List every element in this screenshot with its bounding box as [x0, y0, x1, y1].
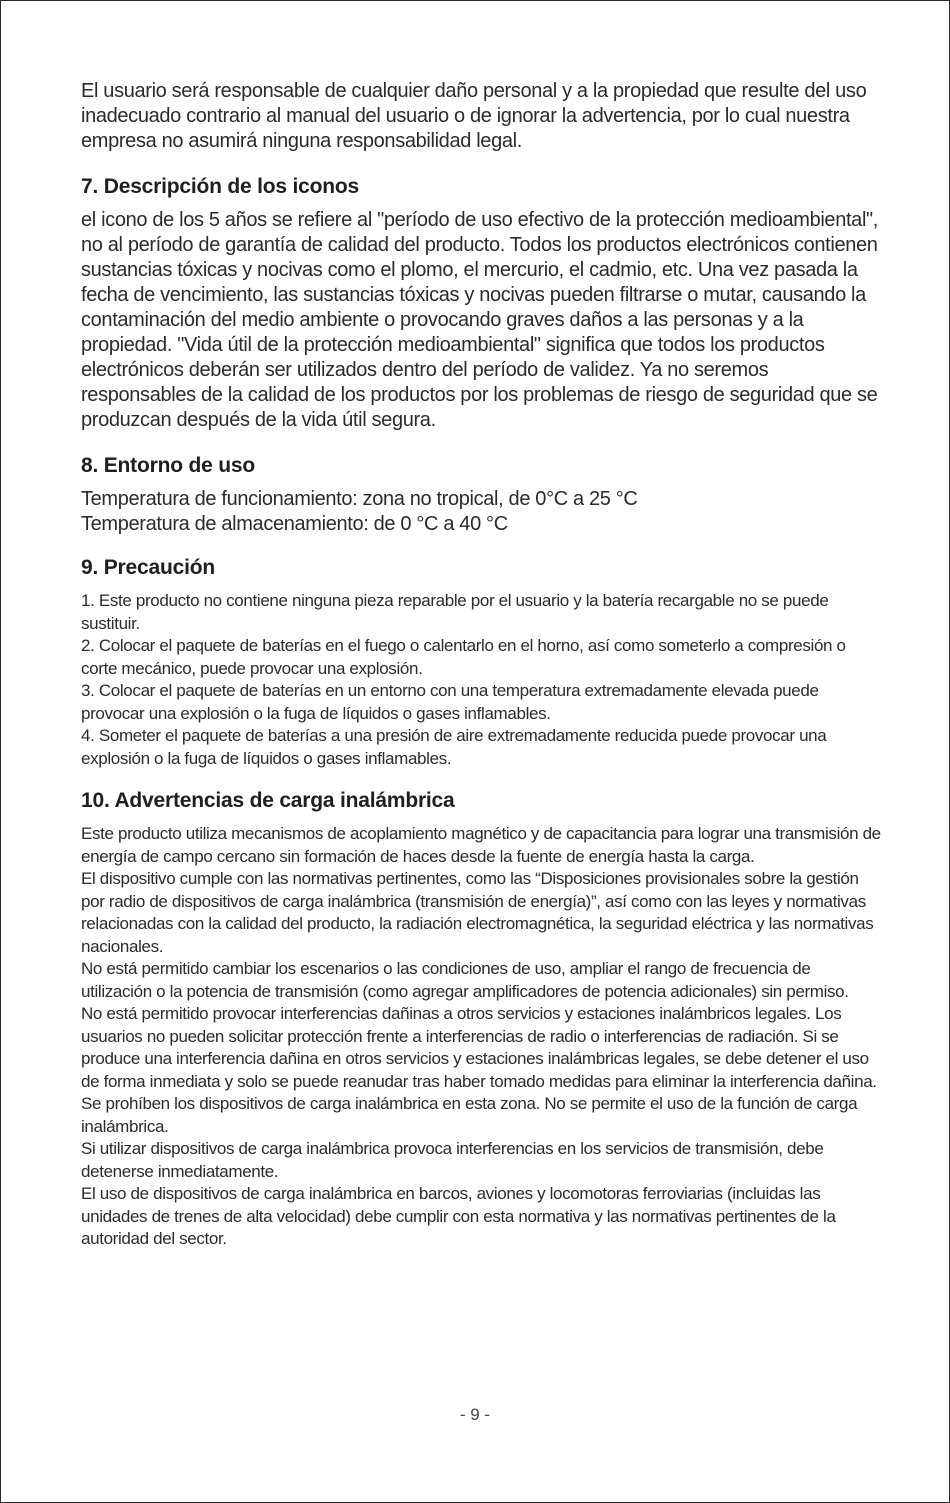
section-usage-environment [81, 453, 881, 537]
section-7-body: el icono de los 5 años se refiere al "período de uso efectivo de la protección medioambiental", no al período de garantía de calidad del producto. Todos los productos electrónicos contienen sustancias tóxicas y nocivas como el plomo, el mercurio, el cadmio, etc. Una vez pasada la fecha de vencimiento, las sustancias tóxicas y nocivas pueden filtrarse o mutar, causando la contaminación del medio ambiente o provocando graves daños a las personas y a la propiedad. "Vida útil de la protección medioambiental" significa que todos los productos electrónicos deberán ser utilizados dentro del período de validez. Ya no seremos responsables de la calidad de los productos por los problemas de riesgo de seguridad que se produzcan después de la vida útil segura. [81, 209, 879, 431]
wireless-warnings-body [81, 823, 881, 1251]
precaution-item: 3. Colocar el paquete de baterías en un entorno con una temperatura extremadamente elevada puede provocar una explosión o la fuga de líquidos o gases inflamables. [81, 681, 819, 723]
section-10-heading: 10. Advertencias de carga inalámbrica [81, 789, 455, 812]
wireless-paragraph: El dispositivo cumple con las normativas pertinentes, como las “Disposiciones provisionales sobre la gestión por radio de dispositivos de carga inalámbrica (transmisión de energía)”, así como con las leyes y normativas relacionadas con la calidad del producto, la radiación electromagnética, la seguridad eléctrica y las normativas nacionales. [81, 869, 874, 956]
section-7-heading: 7. Descripción de los iconos [81, 175, 359, 198]
section-wireless-charging-warnings [81, 788, 881, 1251]
wireless-paragraph: Este producto utiliza mecanismos de acoplamiento magnético y de capacitancia para lograr una transmisión de energía de campo cercano sin formación de haces desde la fuente de energía hasta la carga. [81, 824, 881, 866]
wireless-paragraph: Si utilizar dispositivos de carga inalámbrica provoca interferencias en los servicios de transmisión, debe detenerse inmediatamente. [81, 1139, 824, 1181]
precaution-item: 1. Este producto no contiene ninguna pieza reparable por el usuario y la batería recargable no se puede sustituir. [81, 591, 829, 633]
precaution-list [81, 590, 881, 770]
wireless-paragraph: El uso de dispositivos de carga inalámbrica en barcos, aviones y locomotoras ferroviarias (incluidas las unidades de trenes de alta velocidad) debe cumplir con esta normativa y las normativas pertinentes de la autoridad del sector. [81, 1184, 836, 1248]
section-9-heading: 9. Precaución [81, 556, 215, 579]
page-content [81, 79, 881, 1251]
wireless-paragraph: No está permitido provocar interferencias dañinas a otros servicios y estaciones inalámbricos legales. Los usuarios no pueden solicitar protección frente a interferencias de radio o interferencias de radiación. Si se produce una interferencia dañina en otros servicios y estaciones inalámbricas legales, se debe detener el uso de forma inmediata y solo se puede reanudar tras haber tomado medidas para eliminar la interferencia dañina. [81, 1004, 877, 1091]
operating-temperature: Temperatura de funcionamiento: zona no tropical, de 0°C a 25 °C [81, 488, 638, 510]
section-8-heading: 8. Entorno de uso [81, 454, 255, 477]
storage-temperature: Temperatura de almacenamiento: de 0 °C a 40 °C [81, 513, 508, 535]
wireless-paragraph: No está permitido cambiar los escenarios o las condiciones de uso, ampliar el rango de frecuencia de utilización o la potencia de transmisión (como agregar amplificadores de potencia adicionales) sin permiso. [81, 959, 849, 1001]
precaution-item: 4. Someter el paquete de baterías a una presión de aire extremadamente reducida puede provocar una explosión o la fuga de líquidos o gases inflamables. [81, 726, 827, 768]
intro-paragraph: El usuario será responsable de cualquier daño personal y a la propiedad que resulte del uso inadecuado contrario al manual del usuario o de ignorar la advertencia, por lo cual nuestra empresa no asumirá ninguna responsabilidad legal. [81, 80, 867, 152]
wireless-paragraph: Se prohíben los dispositivos de carga inalámbrica en esta zona. No se permite el uso de la función de carga inalámbrica. [81, 1094, 858, 1136]
section-icon-description [81, 174, 881, 433]
page-number: - 9 - [459, 1405, 491, 1424]
section-8-body [81, 487, 881, 537]
section-precaution [81, 555, 881, 770]
precaution-item: 2. Colocar el paquete de baterías en el fuego o calentarlo en el horno, así como someterlo a compresión o corte mecánico, puede provocar una explosión. [81, 636, 846, 678]
